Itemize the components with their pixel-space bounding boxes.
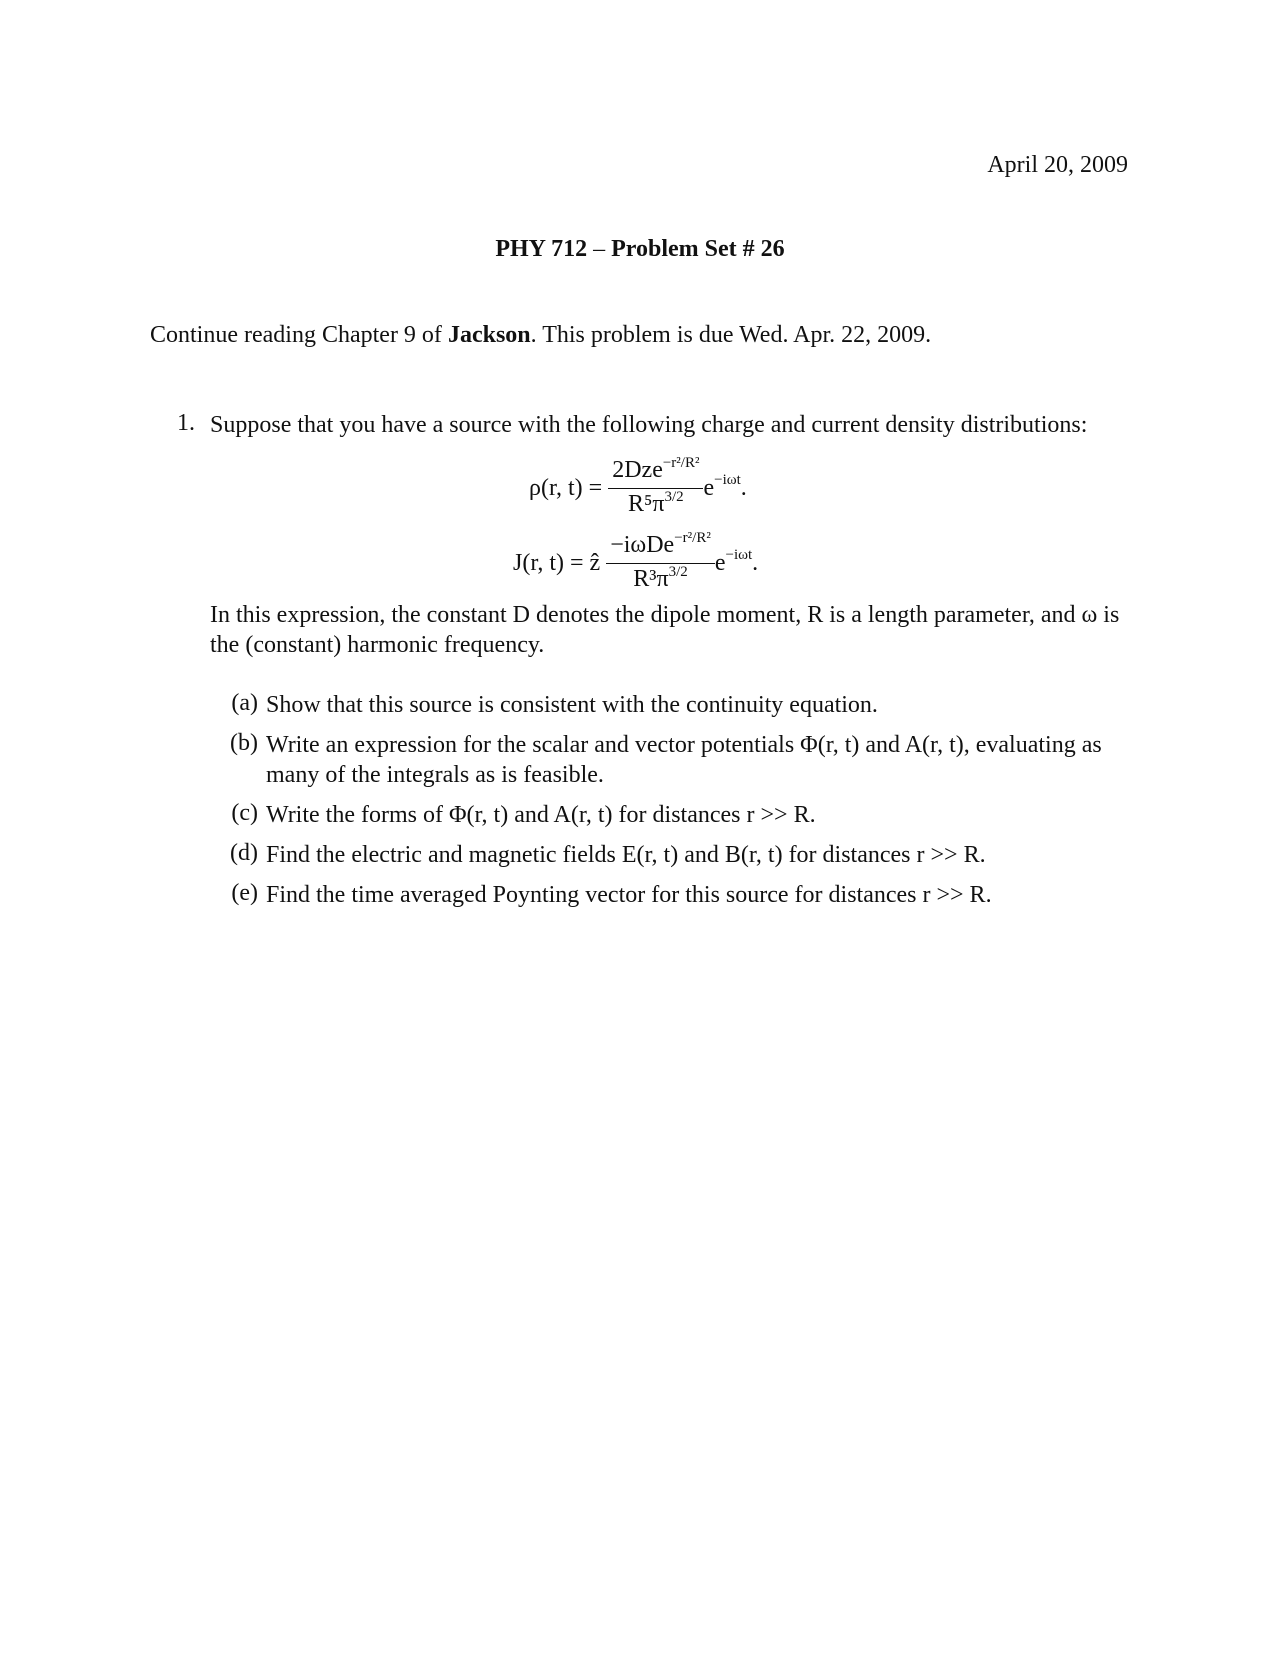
j-phase: e	[714, 550, 726, 576]
j-denominator-exponent: 3/2	[668, 564, 688, 580]
rho-period: .	[740, 475, 747, 501]
subpart-text: Show that this source is consistent with the continuity equation.	[266, 692, 878, 718]
subpart-text: Find the electric and magnetic fields E(r, t) and B(r, t) for distances r >> R.	[266, 842, 986, 868]
charge-density-equation	[529, 455, 747, 522]
problem-lead: Suppose that you have a source with the following charge and current density distributions:	[210, 412, 1088, 438]
rho-fraction	[608, 455, 703, 522]
page-title	[0, 236, 1280, 263]
rho-phase-exponent: −iωt	[714, 472, 741, 489]
book-title: Jackson	[447, 322, 531, 348]
intro-before: Continue reading Chapter 9 of	[150, 322, 448, 348]
rho-phase: e	[703, 475, 715, 501]
j-phase-exponent: −iωt	[725, 547, 753, 564]
subpart-label: (d)	[230, 840, 258, 866]
rho-lhs: ρ(r, t) =	[529, 475, 603, 501]
subpart-text: Find the time averaged Poynting vector for this source for distances r >> R.	[266, 882, 992, 908]
document-date: April 20, 2009	[987, 152, 1128, 178]
rho-numerator-exponent: −r²/R²	[662, 455, 700, 471]
subpart-text: Write an expression for the scalar and vector potentials Φ(r, t) and A(r, t), evaluating as many of the integrals as is feasible.	[266, 732, 1102, 788]
j-numerator: −iωDe	[610, 532, 675, 558]
reading-assignment	[150, 322, 931, 349]
rho-numerator: 2Dze	[612, 457, 663, 483]
title-dash: –	[593, 236, 606, 262]
course-code: PHY 712	[495, 236, 588, 262]
problem-number: 1.	[177, 410, 195, 436]
j-period: .	[752, 550, 759, 576]
j-numerator-exponent: −r²/R²	[674, 530, 711, 546]
current-density-equation	[513, 530, 758, 597]
subpart-label: (e)	[231, 880, 258, 906]
rho-denominator: R⁵π	[628, 491, 665, 517]
j-denominator: R³π	[633, 566, 669, 592]
subpart-label: (c)	[231, 800, 258, 826]
subpart-text: Write the forms of Φ(r, t) and A(r, t) for distances r >> R.	[266, 802, 816, 828]
rho-denominator-exponent: 3/2	[664, 489, 684, 505]
equation-explanation: In this expression, the constant D denotes the dipole moment, R is a length parameter, and ω is the (constant) harmonic frequency.	[210, 602, 1120, 658]
j-fraction	[606, 530, 715, 597]
subpart-label: (a)	[231, 690, 258, 716]
j-lhs: J(r, t) = ẑ	[513, 550, 601, 576]
intro-after: . This problem is due Wed. Apr. 22, 2009.	[530, 322, 932, 348]
subpart-label: (b)	[230, 730, 258, 756]
problem-set-label: Problem Set # 26	[611, 236, 785, 262]
